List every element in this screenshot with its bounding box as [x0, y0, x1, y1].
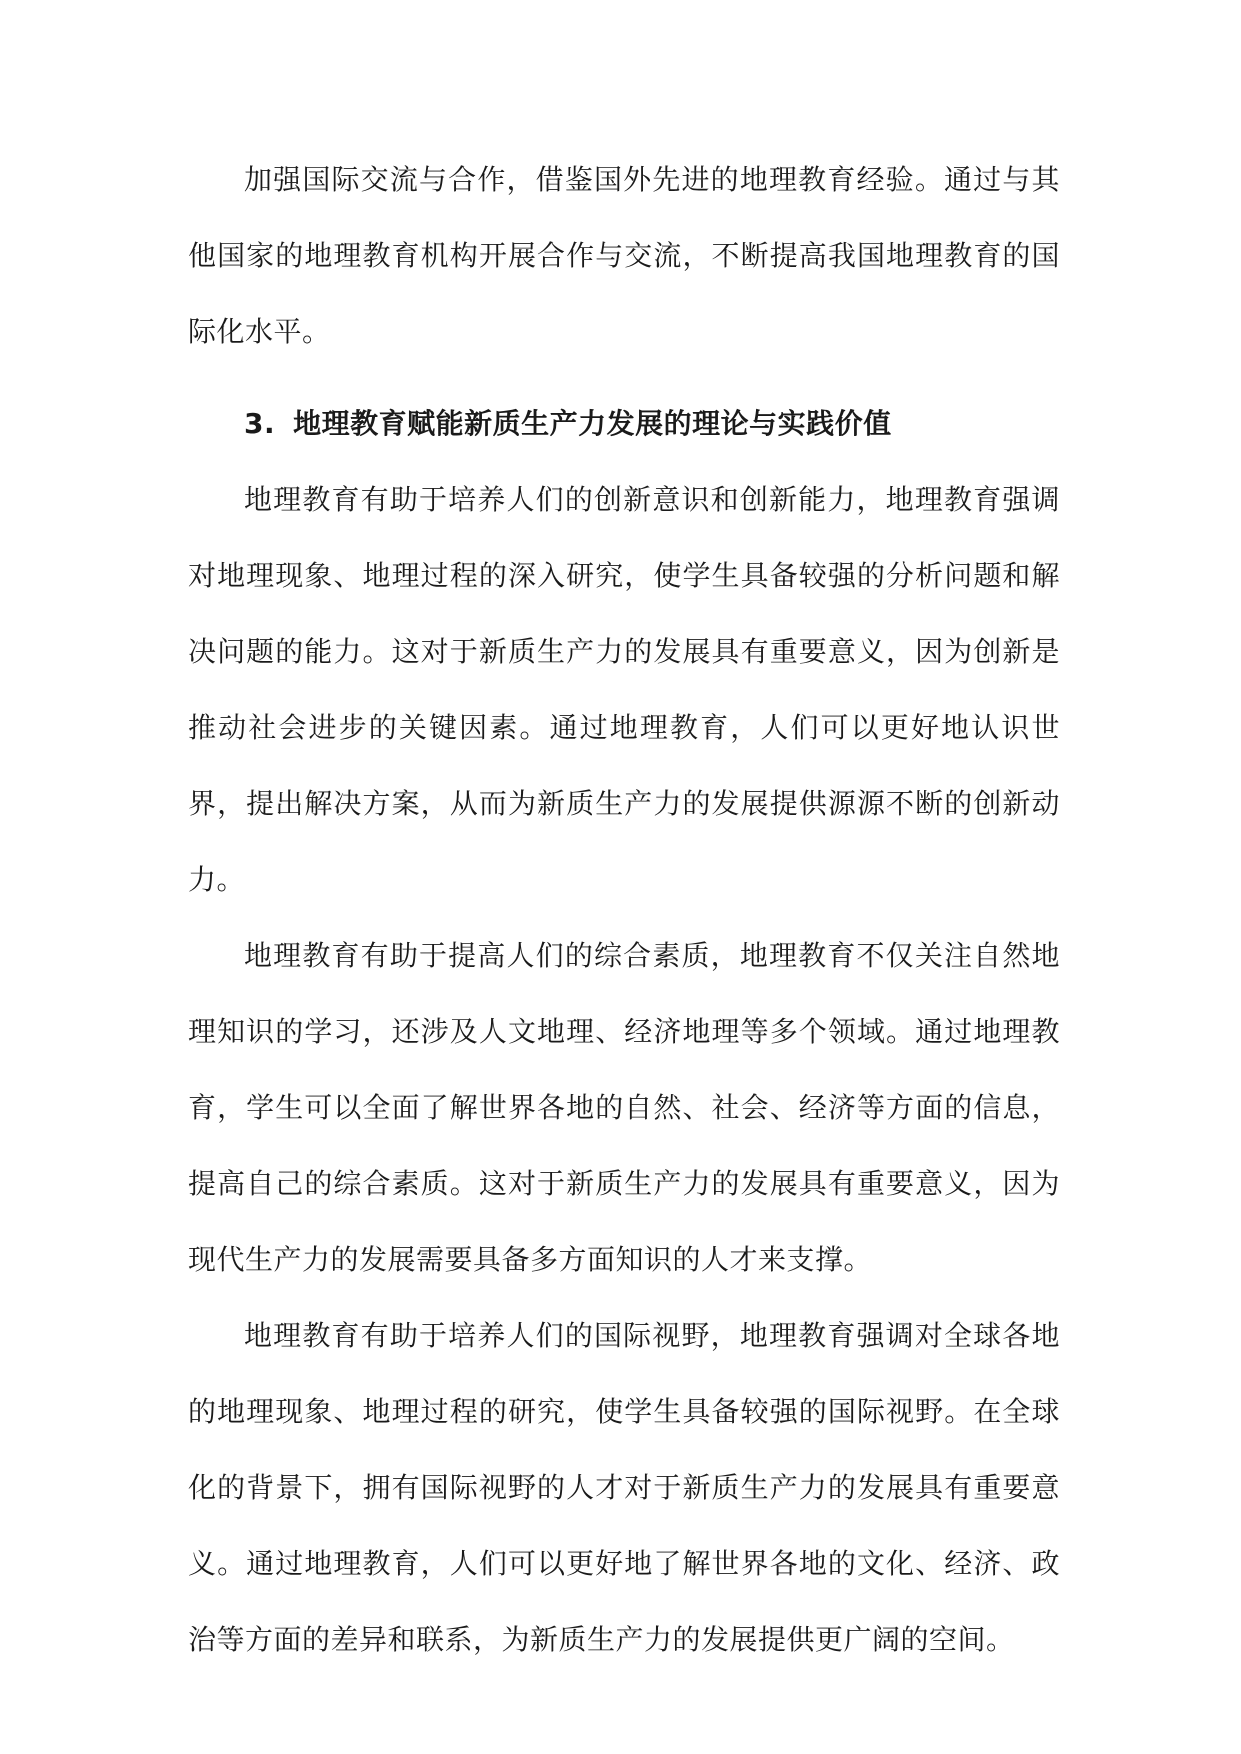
section-number: 3. [244, 407, 276, 440]
paragraph-intro: 加强国际交流与合作，借鉴国外先进的地理教育经验。通过与其他国家的地理教育机构开展合作与交流，不断提高我国地理教育的国际化水平。 [188, 163, 1060, 348]
paragraph-quality: 地理教育有助于提高人们的综合素质，地理教育不仅关注自然地理知识的学习，还涉及人文地理、经济地理等多个领域。通过地理教育，学生可以全面了解世界各地的自然、社会、经济等方面的信息，提高自己的综合素质。这对于新质生产力的发展具有重要意义，因为现代生产力的发展需要具备多方面知识的人才来支撑。 [188, 939, 1060, 1276]
paragraph-innovation: 地理教育有助于培养人们的创新意识和创新能力，地理教育强调对地理现象、地理过程的深入研究，使学生具备较强的分析问题和解决问题的能力。这对于新质生产力的发展具有重要意义，因为创新是推动社会进步的关键因素。通过地理教育，人们可以更好地认识世界，提出解决方案，从而为新质生产力的发展提供源源不断的创新动力。 [188, 483, 1060, 896]
section-heading [188, 386, 1060, 462]
section-title: 地理教育赋能新质生产力发展的理论与实践价值 [293, 407, 892, 440]
document-body [188, 142, 1060, 1678]
paragraph-international: 地理教育有助于培养人们的国际视野，地理教育强调对全球各地的地理现象、地理过程的研究，使学生具备较强的国际视野。在全球化的背景下，拥有国际视野的人才对于新质生产力的发展具有重要意义。通过地理教育，人们可以更好地了解世界各地的文化、经济、政治等方面的差异和联系，为新质生产力的发展提供更广阔的空间。 [188, 1319, 1060, 1656]
